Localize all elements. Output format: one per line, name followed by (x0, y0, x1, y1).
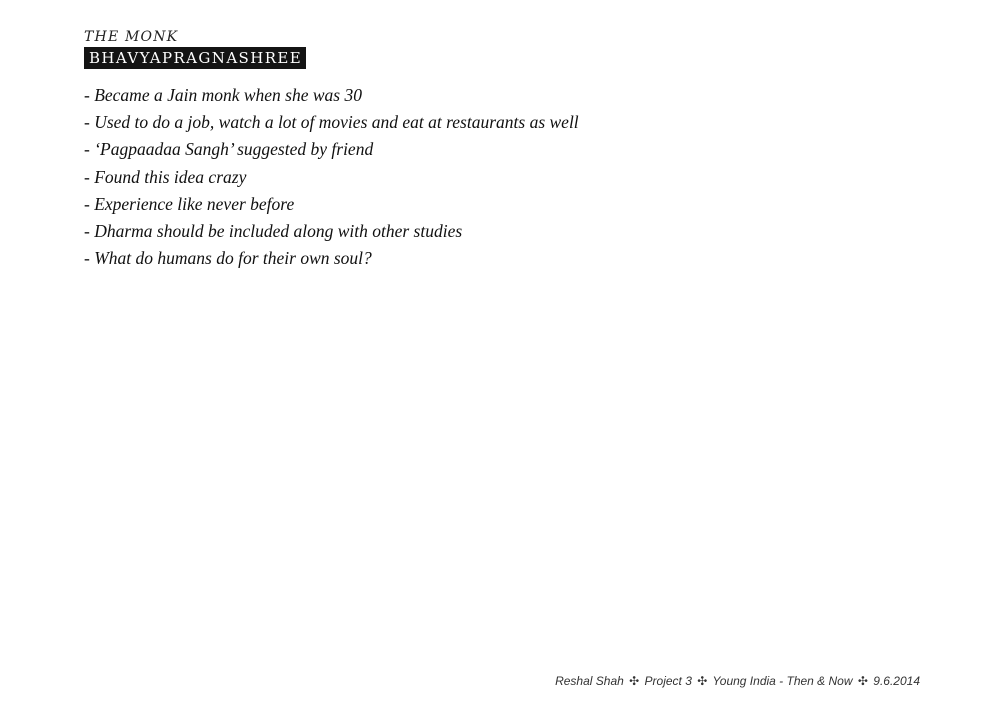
list-item: - Experience like never before (84, 193, 295, 214)
list-item: - Became a Jain monk when she was 30 (84, 85, 362, 105)
section-header (84, 28, 306, 69)
page-footer (555, 674, 920, 688)
section-kicker: THE MONK (84, 29, 179, 45)
notes-list (84, 82, 579, 272)
footer-title: Young India - Then & Now (712, 674, 853, 688)
footer-date: 9.6.2014 (873, 674, 920, 688)
footer-project: Project 3 (644, 674, 692, 688)
list-item: - Found this idea crazy (84, 166, 247, 187)
footer-author: Reshal Shah (555, 674, 624, 688)
separator-icon: ✣ (857, 674, 868, 688)
list-item: - Used to do a job, watch a lot of movies and eat at restaurants as well (84, 112, 579, 133)
separator-icon: ✣ (629, 674, 640, 688)
subject-name-badge: BHAVYAPRAGNASHREE (84, 47, 306, 69)
list-item: - What do humans do for their own soul? (84, 248, 372, 269)
separator-icon: ✣ (697, 674, 708, 688)
list-item: - Dharma should be included along with other studies (84, 221, 463, 242)
list-item: - ‘Pagpaadaa Sangh’ suggested by friend (84, 139, 374, 160)
